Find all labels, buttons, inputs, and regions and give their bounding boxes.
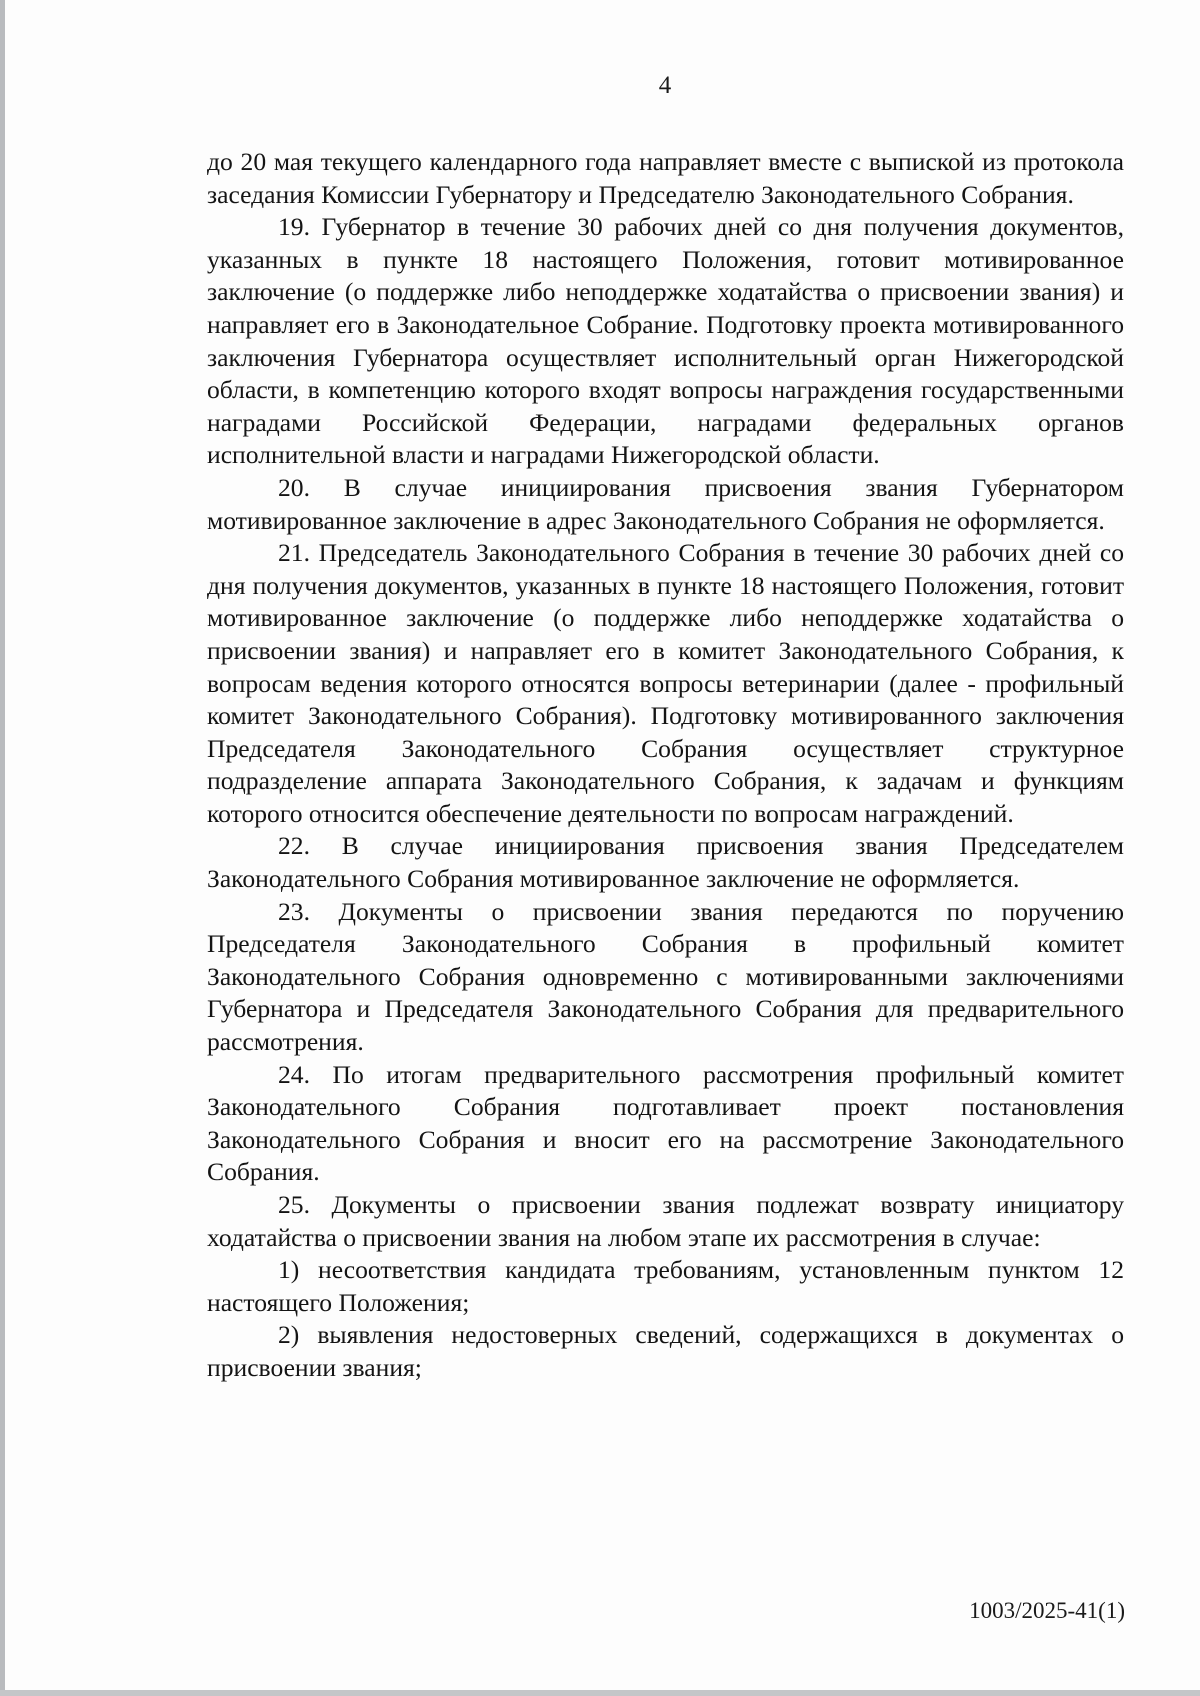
paragraph-item-19: 19. Губернатор в течение 30 рабочих дней со дня получения документов, указанных в пункте 18 настоящего Положения, готовит мотивированное заключение (о поддержке либо неподдержке ходатайства о присвоении звания) и направляет его в Законодательное Собрание. Подготовку проекта мотивированного заключения Губернатора осуществляет исполнительный орган Нижегородской области, в компетенцию которого входят вопросы награждения государственными наградами Российской Федерации, наградами федеральных органов исполнительной власти и наградами Нижегородской области.: [207, 212, 1124, 470]
paragraph-item-22: 22. В случае инициирования присвоения звания Председателем Законодательного Собрания мотивированное заключение не оформляется.: [207, 831, 1124, 894]
document-body: [207, 146, 1124, 1385]
scan-border-left: [0, 0, 5, 1696]
scan-border-bottom: [0, 1690, 1200, 1696]
paragraph-item-20: 20. В случае инициирования присвоения звания Губернатором мотивированное заключение в адрес Законодательного Собрания не оформляется.: [207, 472, 1124, 535]
page-number: 4: [658, 72, 672, 99]
paragraph-item-21: 21. Председатель Законодательного Собрания в течение 30 рабочих дней со дня получения документов, указанных в пункте 18 настоящего Положения, готовит мотивированное заключение (о поддержке либо неподдержке ходатайства о присвоении звания) и направляет его в комитет Законодательного Собрания, к вопросам ведения которого относятся вопросы ветеринарии (далее - профильный комитет Законодательного Собрания). Подготовку мотивированного заключения Председателя Законодательного Собрания осуществляет структурное подразделение аппарата Законодательного Собрания, к задачам и функциям которого относится обеспечение деятельности по вопросам награждений.: [207, 538, 1124, 828]
paragraph-item-24: 24. По итогам предварительного рассмотрения профильный комитет Законодательного Собрания подготавливает проект постановления Законодательного Собрания и вносит его на рассмотрение Законодательного Собрания.: [207, 1059, 1124, 1187]
subitem-1: 1) несоответствия кандидата требованиям, установленным пунктом 12 настоящего Положения;: [207, 1255, 1124, 1317]
subitem-2: 2) выявления недостоверных сведений, содержащихся в документах о присвоении звания;: [207, 1320, 1124, 1382]
paragraph-item-25: 25. Документы о присвоении звания подлежат возврату инициатору ходатайства о присвоении звания на любом этапе их рассмотрения в случае:: [207, 1190, 1124, 1252]
document-code: 1003/2025-41(1): [969, 1598, 1125, 1623]
paragraph-continuation: до 20 мая текущего календарного года направляет вместе с выпиской из протокола заседания Комиссии Губернатору и Председателю Законодательного Собрания.: [207, 147, 1124, 209]
paragraph-item-23: 23. Документы о присвоении звания передаются по поручению Председателя Законодательного Собрания в профильный комитет Законодательного Собрания одновременно с мотивированными заключениями Губернатора и Председателя Законодательного Собрания для предварительного рассмотрения.: [207, 896, 1124, 1057]
